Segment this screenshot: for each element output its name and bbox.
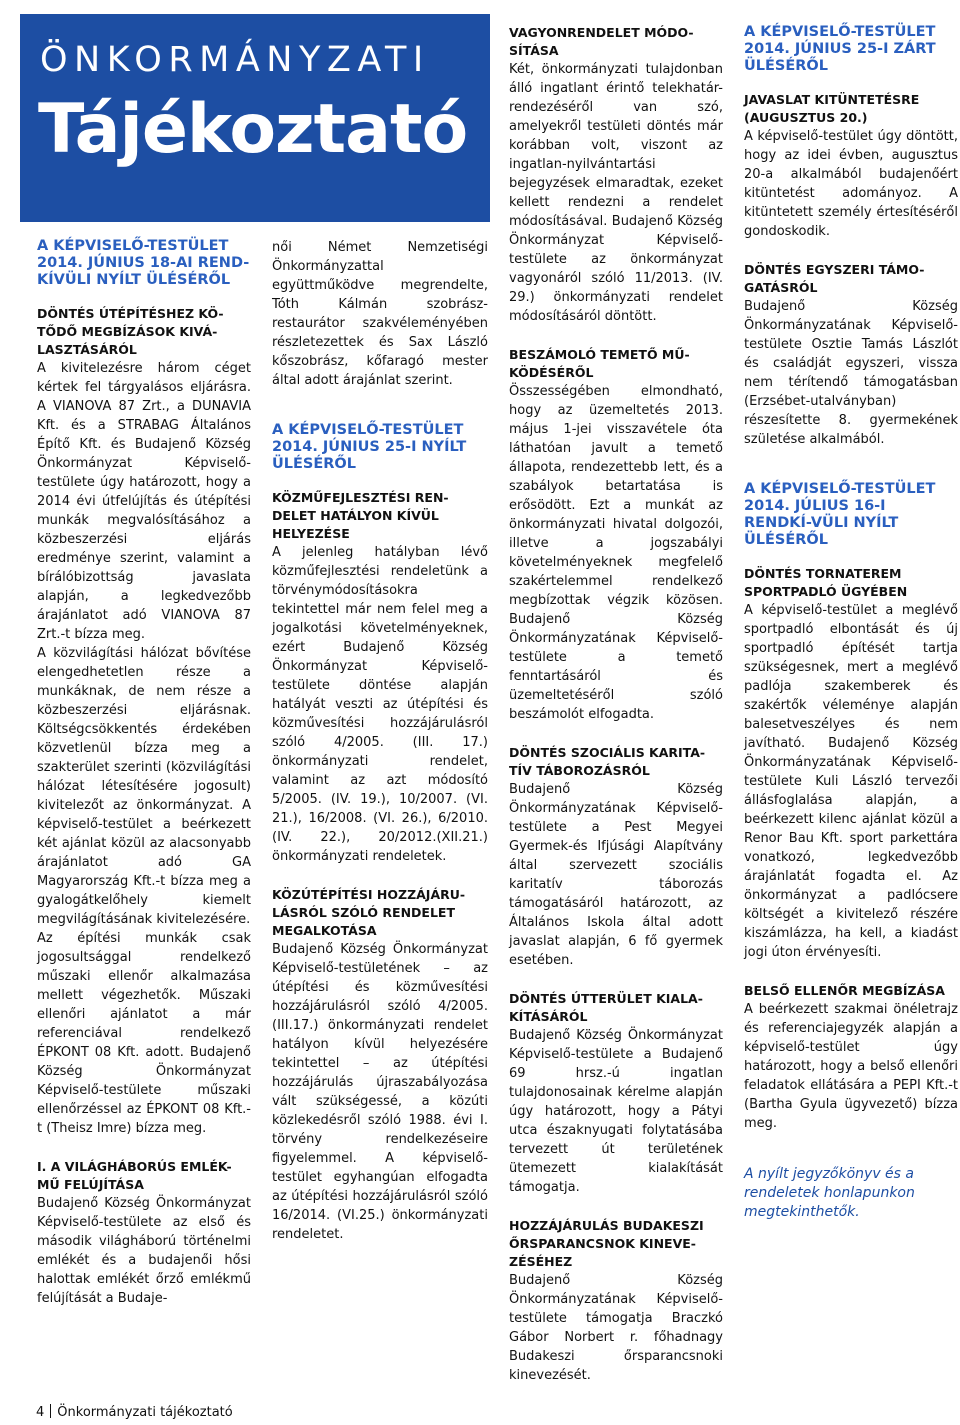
paragraph: A közvilágítási hálózat bővítése elengedhetetlen része a munkáknak, de nem része a közbeszerzési eljárásnak. Költségcsökkentés érdekében közvetlenül bízza meg a szakterület szerinti (közvilágítási hálózat létesítésére jogosult) kivitelezőt az önkormányzat. A képviselő-testület a beérkezett két ajánlat közül az alacsonyabb árajánlatot adó GA Magyarország Kft.-t bízza meg a gyalogátkelőhely kiemelt megvilágításának kivitelezésére. [37, 646, 251, 927]
section-title: A KÉPVISELŐ-TESTÜLET 2014. JÚNIUS 18-AI REND-KÍVÜLI NYÍLT ÜLÉSÉRŐL [37, 238, 250, 288]
closing-note: A nyílt jegyzőkönyv és a rendeletek honlapunkon megtekinthetők. [744, 1166, 915, 1220]
paragraph: A képviselő-testület a meglévő sportpadló elbontását és új sportpadló építését tartja szükségesnek, mert a meglévő padlója szakemberek és szakértők véleménye alapján balesetveszélyes és nem javítható. Budajenő Község Önkormányzatának Képviselő-testülete Kuli László tervezői állásfoglalása alapján, a beérkezett kilenc ajánlat közül a Renor Bau Kft. sport parkettára vonatkozó, legkedvezőbb árajánlatát fogadta el. Az önkormányzat a padlócsere költségét a kivitelező részére kiszámlázza, ha kell, a kiadást jogi úton érvényesíti. [744, 603, 958, 960]
section-title: A KÉPVISELŐ-TESTÜLET 2014. JÚLIUS 16-I RENDKÍ-VÜLI NYÍLT ÜLÉSÉRŐL [744, 481, 936, 548]
subsection-title: DÖNTÉS ÚTTERÜLET KIALA-KÍTÁSÁRÓL [509, 991, 703, 1024]
column-2 [272, 238, 488, 1244]
paragraph: Két, önkormányzati tulajdonban álló ingatlant érintő telekhatár-rendezéséről van szó, amelyekről testületi döntés már korábban volt, viszont az ingatlan-nyilvántartási bejegyzések elmaradtak, ezeket kellett rendezni a rendelet módosításával. Budajenő Község Önkormányzat Képviselő-testülete az önkormányzat vagyonáról szóló 11/2013. (IV. 29.) önkormányzati rendelet módosításáról döntött. [509, 62, 723, 324]
subsection-title: DÖNTÉS ÚTÉPÍTÉSHEZ KÖ-TŐDŐ MEGBÍZÁSOK KIVÁ-LASZTÁSÁRÓL [37, 306, 224, 357]
masthead-top-title: ÖNKORMÁNYZATI [40, 40, 430, 80]
subsection-title: DÖNTÉS TORNATEREM SPORTPADLÓ ÜGYÉBEN [744, 566, 908, 599]
masthead [20, 14, 490, 222]
page-footer [36, 1404, 233, 1420]
footer-divider [50, 1404, 51, 1418]
paragraph: Összességében elmondható, hogy az üzemeltetés 2013. május 1-jei visszavétele óta láthatóan javult a temető állapota, rendezettebb lett, és a szabályok betartatása is erősödött. Ezt a munkát az önkormányzati hivatal dolgozói, illetve a jogszabályi követelményeknek megfelelő szakértelemmel rendelkező megbízottak végzik közösen. Budajenő Község Önkormányzatának Képviselő-testülete a temető fenntartásáról és üzemeltetéséről szóló beszámolót elfogadta. [509, 384, 723, 722]
subsection-title: I. A VILÁGHÁBORÚS EMLÉK-MŰ FELÚJÍTÁSA [37, 1159, 232, 1192]
paragraph: A képviselő-testület úgy döntött, hogy az idei évben, augusztus 20-a alkalmából budajenőért kitüntetést adományoz. A kitüntetett személy értesítéséről gondoskodik. [744, 129, 958, 239]
paragraph: A jelenleg hatályban lévő közműfejlesztési rendeletünk a törvénymódosításokra tekintettel már nem felel meg a jogalkotási követelményeknek, ezért Budajenő Község Önkormányzat Képviselő-testülete döntése alapján hatályát veszti az útépítési és közművesítési hozzájárulásról szóló 4/2005. (III. 17.) önkormányzati rendelet, valamint az azt módosító 5/2005. (IV. 19.), 10/2007. (VI. 21.), 16/2008. (VI. 26.), 6/2010. (IV. 22.), 20/2012.(XII.21.) önkormányzati rendeletek. [272, 545, 488, 864]
subsection-title: VAGYONRENDELET MÓDO-SÍTÁSA [509, 25, 694, 58]
subsection-title: JAVASLAT KITÜNTETÉSRE (AUGUSZTUS 20.) [744, 92, 920, 125]
paragraph: Budajenő Község Önkormányzatának Képviselő-testülete a Pest Megyei Gyermek-és Ifjúsági Alapítvány által szervezett szociális karitatív táborozás támogatásáról határozott, az Általános Iskola által adott javaslat alapján, 6 fő gyermek esetében. [509, 782, 723, 968]
paragraph: A beérkezett szakmai önéletrajz és referenciajegyzék alapján a képviselő-testület úgy határozott, hogy a belső ellenőri feladatok ellátására a PEPI Kft.-t (Bartha Gyula ügyvezető) bízza meg. [744, 1002, 958, 1131]
subsection-title: HOZZÁJÁRULÁS BUDAKESZI ŐRSPARANCSNOK KINEVE-ZÉSÉHEZ [509, 1218, 704, 1269]
subsection-title: DÖNTÉS EGYSZERI TÁMO-GATÁSRÓL [744, 262, 925, 295]
subsection-title: DÖNTÉS SZOCIÁLIS KARITA-TÍV TÁBOROZÁSRÓL [509, 745, 706, 778]
column-4 [744, 24, 958, 1222]
paragraph: Budajenő Község Önkormányzat Képviselő-testülete az első és második világháború történelmi emlékét és a budajenői hősi halottak emlékét őrző emlékmű felújítását a Budaje- [37, 1196, 251, 1306]
column-1 [37, 238, 251, 1308]
page-number: 4 [36, 1405, 45, 1420]
subsection-title: BELSŐ ELLENŐR MEGBÍZÁSA [744, 983, 945, 998]
paragraph: Az építési munkák csak jogosultsággal rendelkező műszaki ellenőr alkalmazása mellett végezhetők. Műszaki ellenőri ajánlatot a már referenciával rendelkező ÉPKONT 08 Kft. adott. Budajenő Község Önkormányzat Képviselő-testülete műszaki ellenőrzéssel az ÉPKONT 08 Kft.-t (Theisz Imre) bízza meg. [37, 931, 251, 1136]
paragraph: Budajenő Község Önkormányzatának Képviselő-testülete Osztie Tamás Lászlót és családját egyszeri, vissza nem térítendő támogatásban (Erzsébet-utalványban) részesítette 8. gyermekének születése alkalmából. [744, 299, 958, 447]
paragraph: Budajenő Község Önkormányzat Képviselő-testülete a Budajenő 69 hrsz.-ú ingatlan tulajdonosainak kérelme alapján úgy határozott, hogy a Pátyi utca északnyugati folytatásába tervezett út területének ütemezett kialakítását támogatja. [509, 1028, 723, 1195]
paragraph: Budajenő Község Önkormányzat Képviselő-testületének – az útépítési és közművesítési hozzájárulásról szóló 4/2005. (III.17.) önkormányzati rendelet hatályon kívül helyezésére tekintettel – az útépítési hozzájárulás újraszabályozása vált szükségessé, a közúti közlekedésről szóló 1988. évi I. törvény rendelkezéseire figyelemmel. A képviselő-testület egyhangúan elfogadta az útépítési hozzájárulásról szóló 16/2014. (VI.25.) önkormányzati rendeletet. [272, 942, 488, 1242]
subsection-title: KÖZMŰFEJLESZTÉSI REN-DELET HATÁLYON KÍVÜL HELYEZÉSE [272, 490, 449, 541]
subsection-title: BESZÁMOLÓ TEMETŐ MŰ-KÖDÉSÉRŐL [509, 347, 690, 380]
section-title: A KÉPVISELŐ-TESTÜLET 2014. JÚNIUS 25-I NYÍLT ÜLÉSÉRŐL [272, 422, 467, 472]
paragraph: Budajenő Község Önkormányzatának Képviselő-testülete támogatja Braczkó Gábor Norbert r. főhadnagy Budakeszi őrsparancsnoki kinevezését. [509, 1273, 723, 1383]
paragraph: A kivitelezésre három céget kértek fel tárgyalásos eljárásra. A VIANOVA 87 Zrt., a DUNAVIA Kft. és a STRABAG Általános Építő Kft. és Budajenő Község Önkormányzat Képviselő-testülete úgy határozott, hogy a 2014 évi útfelújítás és útépítési munkák megvalósításához a közbeszerzési eljárás eredménye szerint, valamint a bírálóbizottság javaslata alapján, a legkedvezőbb árajánlatot adó VIANOVA 87 Zrt.-t bízza meg. [37, 361, 251, 642]
publication-name: Önkormányzati tájékoztató [57, 1405, 233, 1420]
masthead-main-title: Tájékoztató [38, 90, 468, 169]
column-3 [509, 24, 723, 1385]
paragraph: női Német Nemzetiségi Önkormányzattal együttműködve megrendelte, Tóth Kálmán szobrász-restaurátor szakvéleményében részletezettek és Sax László kőszobrász, kőfaragó mester által adott árajánlat szerint. [272, 240, 488, 388]
section-title: A KÉPVISELŐ-TESTÜLET 2014. JÚNIUS 25-I ZÁRT ÜLÉSÉRŐL [744, 24, 936, 74]
subsection-title: KÖZÚTÉPÍTÉSI HOZZÁJÁRU-LÁSRÓL SZÓLÓ RENDELET MEGALKOTÁSA [272, 887, 466, 938]
